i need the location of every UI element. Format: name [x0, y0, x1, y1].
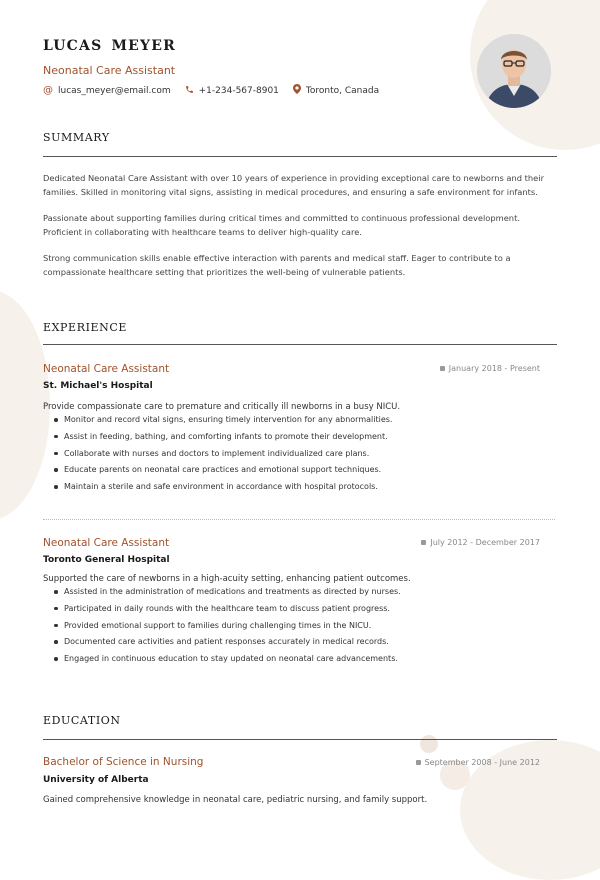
- candidate-role: Neonatal Care Assistant: [43, 64, 176, 77]
- section-divider: [43, 344, 557, 345]
- list-item: Maintain a sterile and safe environment in accordance with hospital protocols.: [64, 481, 392, 498]
- list-item: Provided emotional support to families during challenging times in the NICU.: [64, 620, 401, 637]
- list-item: Engaged in continuous education to stay updated on neonatal care advancements.: [64, 653, 401, 670]
- list-item: Participated in daily rounds with the healthcare team to discuss patient progress.: [64, 603, 401, 620]
- summary-paragraph-3: Strong communication skills enable effective interaction with parents and medical staff. Eager to contribute to a compassionate healthcare setting that prioritizes the well-being of vulnerable patients.: [43, 253, 511, 277]
- job-organization: St. Michael's Hospital: [43, 381, 153, 391]
- job-title: Neonatal Care Assistant: [43, 537, 170, 549]
- section-divider: [43, 739, 557, 740]
- at-icon: @: [43, 84, 53, 96]
- degree-title: Bachelor of Science in Nursing: [43, 756, 204, 768]
- education-date-text: September 2008 - June 2012: [424, 758, 540, 767]
- education-date: [416, 758, 540, 767]
- phone-icon: [185, 85, 194, 97]
- list-item: Assist in feeding, bathing, and comforting infants to promote their development.: [64, 431, 392, 448]
- summary-paragraph-1: Dedicated Neonatal Care Assistant with over 10 years of experience in providing exceptional care to newborns and their families. Skilled in monitoring vital signs, assisting in medical procedures, and ensuring a safe environment for infants.: [43, 173, 545, 197]
- calendar-icon: [421, 540, 426, 545]
- phone-contact[interactable]: [185, 85, 279, 97]
- email-contact[interactable]: [43, 86, 171, 96]
- job-date: [440, 364, 540, 373]
- job-organization: Toronto General Hospital: [43, 555, 170, 565]
- list-item: Educate parents on neonatal care practices and emotional support techniques.: [64, 464, 392, 481]
- job-date-text: July 2012 - December 2017: [430, 538, 540, 547]
- calendar-icon: [440, 366, 445, 371]
- email-text: lucas_meyer@email.com: [58, 85, 171, 96]
- summary-heading: SUMMARY: [43, 131, 110, 144]
- list-item: Assisted in the administration of medications and treatments as directed by nurses.: [64, 586, 401, 603]
- list-item: Monitor and record vital signs, ensuring timely intervention for any abnormalities.: [64, 414, 392, 431]
- location-contact: [293, 84, 379, 97]
- candidate-name: LUCAS MEYER: [43, 38, 176, 54]
- section-divider: [43, 156, 557, 157]
- avatar: [477, 34, 551, 108]
- school-name: University of Alberta: [43, 775, 149, 785]
- job-description: Supported the care of newborns in a high-acuity setting, enhancing patient outcomes.: [43, 574, 411, 584]
- job-date: [421, 538, 540, 547]
- list-item: Documented care activities and patient responses accurately in medical records.: [64, 636, 401, 653]
- map-pin-icon: [293, 84, 301, 97]
- job-description: Provide compassionate care to premature and critically ill newborns in a busy NICU.: [43, 402, 401, 412]
- phone-text: +1-234-567-8901: [198, 85, 279, 96]
- summary-paragraph-2: Passionate about supporting families during critical times and committed to continuous professional development. Proficient in collaborating with healthcare teams to deliver high-quality care.: [43, 213, 520, 237]
- job-separator: [43, 519, 555, 520]
- job-bullets: [43, 586, 401, 670]
- list-item: Collaborate with nurses and doctors to implement individualized care plans.: [64, 448, 392, 465]
- education-description: Gained comprehensive knowledge in neonatal care, pediatric nursing, and family support.: [43, 795, 428, 805]
- calendar-icon: [416, 760, 421, 765]
- job-title: Neonatal Care Assistant: [43, 363, 170, 375]
- contact-info: [43, 84, 379, 97]
- experience-heading: EXPERIENCE: [43, 321, 128, 334]
- location-text: Toronto, Canada: [305, 85, 380, 96]
- job-bullets: [43, 414, 392, 498]
- job-date-text: January 2018 - Present: [448, 364, 540, 373]
- education-heading: EDUCATION: [43, 714, 121, 727]
